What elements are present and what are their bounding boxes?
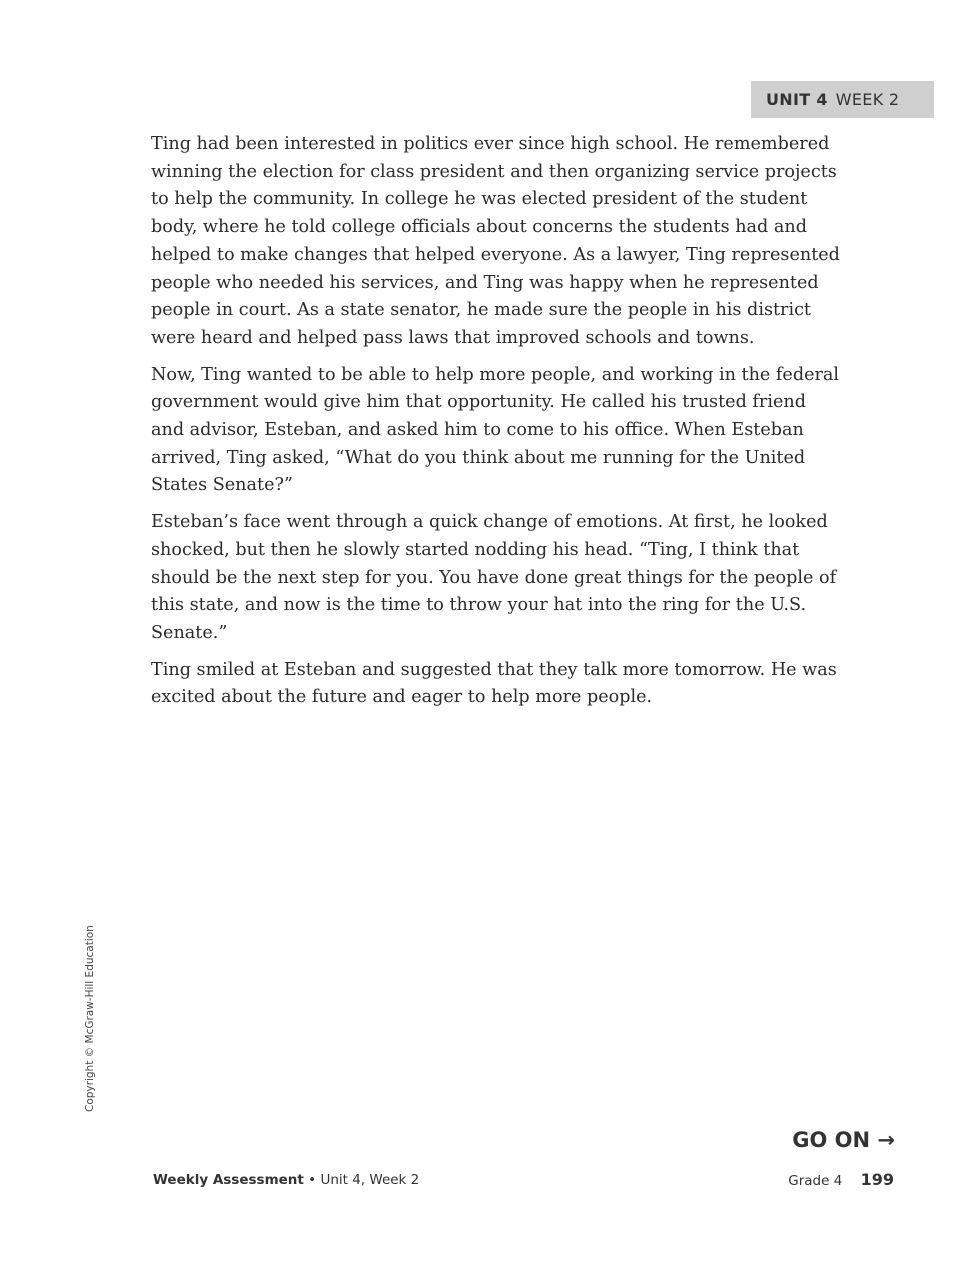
passage-paragraph: Now, Ting wanted to be able to help more people, and working in the federal government would give him that opportunity. He called his trusted friend and advisor, Esteban, and asked him to come to his office. When Esteban arrived, Ting asked, “What do you think about me running for the United States Senate?” xyxy=(151,364,840,496)
unit-week-info: Unit 4, Week 2 xyxy=(320,1172,420,1188)
copyright-notice: Copyright © McGraw-Hill Education xyxy=(84,925,96,1112)
passage-paragraph: Ting smiled at Esteban and suggested that they talk more tomorrow. He was excited about the future and eager to help more people. xyxy=(151,659,837,708)
page-number: 199 xyxy=(860,1170,894,1189)
reading-passage xyxy=(151,131,841,721)
go-on-button[interactable] xyxy=(792,1128,895,1152)
assessment-title: Weekly Assessment xyxy=(153,1172,304,1188)
week-label: WEEK 2 xyxy=(835,90,900,109)
passage-paragraph: Ting had been interested in politics ever since high school. He remembered winning the election for class president and then organizing service projects to help the community. In college he was elected president of the student body, where he told college officials about concerns the students had and helped to make changes that helped everyone. As a lawyer, Ting represented people who needed his services, and Ting was happy when he represented people in court. As a state senator, he made sure the people in his district were heard and helped pass laws that improved schools and towns. xyxy=(151,134,840,348)
unit-label: UNIT 4 xyxy=(766,90,828,109)
passage-paragraph: Esteban’s face went through a quick change of emotions. At first, he looked shocked, but then he slowly started nodding his head. “Ting, I think that should be the next step for you. You have done great things for the people of this state, and now is the time to throw your hat into the ring for the U.S. Senate.” xyxy=(151,512,837,643)
unit-week-tab xyxy=(751,81,934,118)
arrow-right-icon: → xyxy=(877,1128,895,1152)
footer-separator: • xyxy=(308,1172,317,1188)
footer-assessment-info xyxy=(153,1172,419,1188)
grade-label: Grade 4 xyxy=(788,1173,843,1189)
footer-page-info xyxy=(788,1170,894,1189)
go-on-label: GO ON xyxy=(792,1128,871,1152)
